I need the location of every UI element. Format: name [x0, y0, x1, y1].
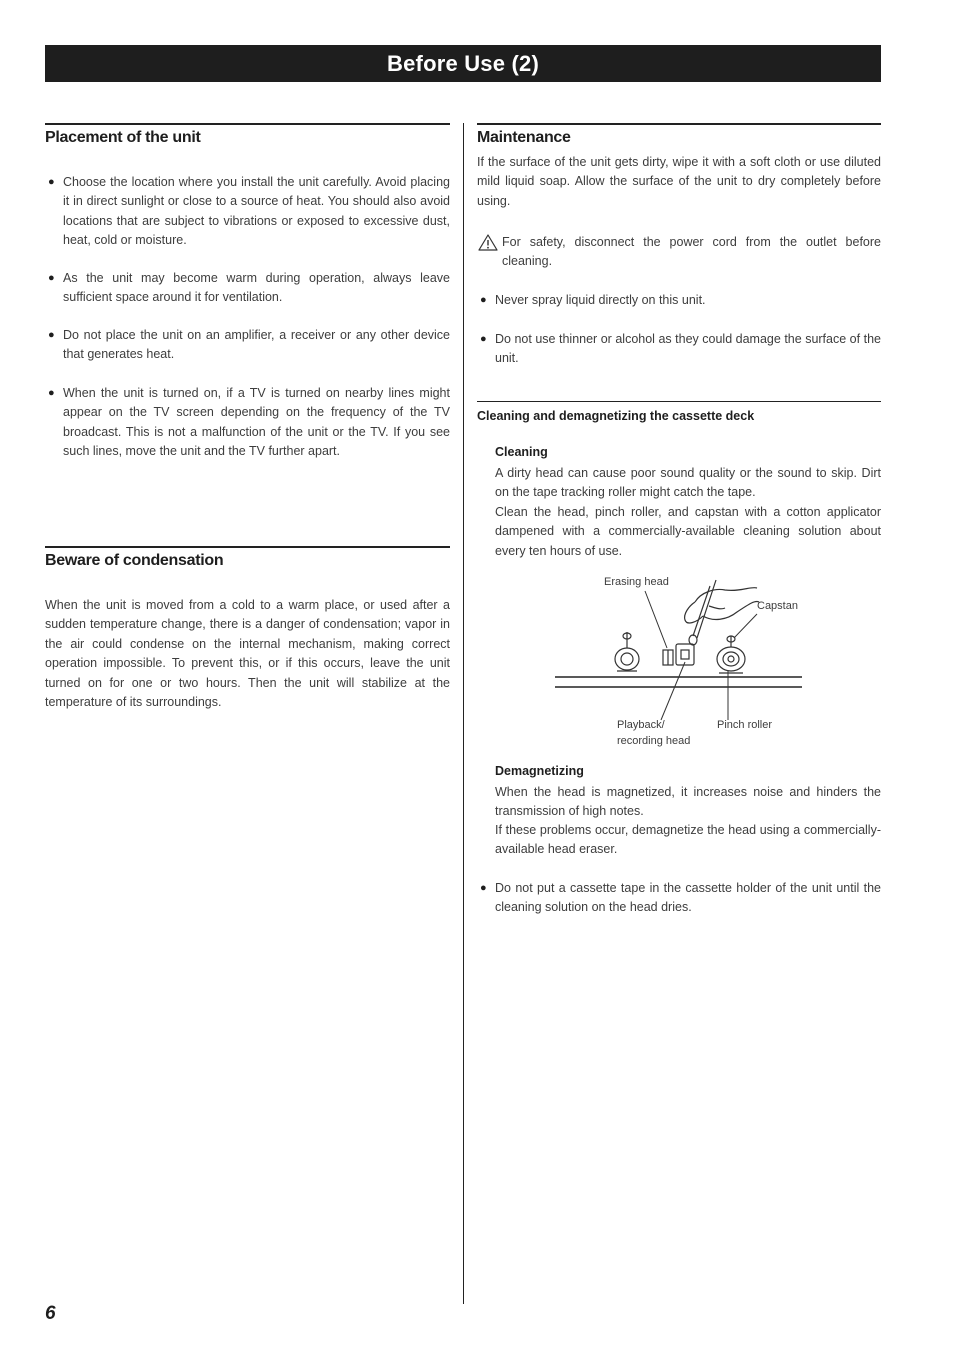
bullet-dot: ●: [48, 176, 55, 188]
label-erasing-head: Erasing head: [604, 576, 669, 588]
condensation-heading: Beware of condensation: [45, 552, 224, 569]
maintenance-heading: Maintenance: [477, 129, 571, 146]
section-rule-placement: [45, 123, 450, 125]
placement-bullet-1: Choose the location where you install the unit carefully. Avoid placing it in direct sunlight or close to a source of heat. You should also avoid locations that are subject to vibrations or exposed to excessive dust, heat, cold or moisture.: [63, 175, 450, 248]
label-playback-head-line1: Playback/: [617, 719, 665, 731]
page-title: Before Use (2): [387, 50, 539, 76]
bullet-dot: ●: [480, 333, 487, 345]
cleaning-subheading: Cleaning: [495, 445, 548, 459]
placement-bullet-4: When the unit is turned on, if a TV is turned on nearby lines might appear on the TV screen depending on the frequency of the TV broadcast. This is not a malfunction of the unit or the TV. If you see such lines, move the unit and the TV further apart.: [63, 386, 450, 459]
demagnetizing-para-2: If these problems occur, demagnetize the head using a commercially-available head eraser.: [495, 823, 881, 857]
warning-triangle-icon: [478, 234, 498, 251]
cassette-mechanism-illustration: [545, 570, 815, 755]
section-rule-maintenance: [477, 123, 881, 125]
bullet-dot: ●: [48, 329, 55, 341]
demagnetizing-para-1: When the head is magnetized, it increases noise and hinders the transmission of high notes.: [495, 785, 881, 819]
demagnetizing-bullet: Do not put a cassette tape in the cassette holder of the unit until the cleaning solution on the head dries.: [495, 881, 881, 915]
bullet-dot: ●: [48, 387, 55, 399]
cleaning-para-2: Clean the head, pinch roller, and capstan with a cotton applicator dampened with a commercially-available cleaning solution about every ten hours of use.: [495, 505, 881, 558]
section-rule-cleaning: [477, 401, 881, 402]
label-capstan: Capstan: [757, 600, 798, 612]
label-pinch-roller: Pinch roller: [717, 719, 773, 731]
label-playback-head-line2: recording head: [617, 735, 691, 747]
placement-heading: Placement of the unit: [45, 129, 201, 146]
maintenance-bullet-2: Do not use thinner or alcohol as they could damage the surface of the unit.: [495, 332, 881, 366]
demagnetizing-subheading: Demagnetizing: [495, 764, 584, 778]
placement-bullet-3: Do not place the unit on an amplifier, a receiver or any other device that generates heat.: [63, 328, 450, 362]
cassette-head-diagram: [545, 570, 815, 755]
maintenance-warning: For safety, disconnect the power cord from the outlet before cleaning.: [502, 235, 881, 269]
bullet-dot: ●: [48, 272, 55, 284]
maintenance-bullet-1: Never spray liquid directly on this unit.: [495, 293, 706, 307]
bullet-dot: ●: [480, 882, 487, 894]
cleaning-para-1: A dirty head can cause poor sound quality or the sound to skip. Dirt on the tape tracking roller might catch the tape.: [495, 466, 881, 500]
bullet-dot: ●: [480, 294, 487, 306]
condensation-body: When the unit is moved from a cold to a warm place, or used after a sudden temperature change, there is a danger of condensation; vapor in the air could condense on the internal mechanism, making correct operation impossible. To prevent this, or if this occurs, leave the unit turned on for one or two hours. Then the unit will stabilize at the temperature of its surroundings.: [45, 598, 450, 710]
title-banner: [45, 45, 881, 82]
placement-bullet-2: As the unit may become warm during operation, always leave sufficient space around it for ventilation.: [63, 271, 450, 305]
maintenance-body: If the surface of the unit gets dirty, wipe it with a soft cloth or use diluted mild liquid soap. Allow the surface of the unit to dry completely before using.: [477, 155, 881, 208]
cleaning-section-heading: Cleaning and demagnetizing the cassette deck: [477, 409, 755, 423]
column-divider: [463, 123, 464, 1304]
section-rule-condensation: [45, 546, 450, 548]
page-number: 6: [45, 1303, 56, 1324]
